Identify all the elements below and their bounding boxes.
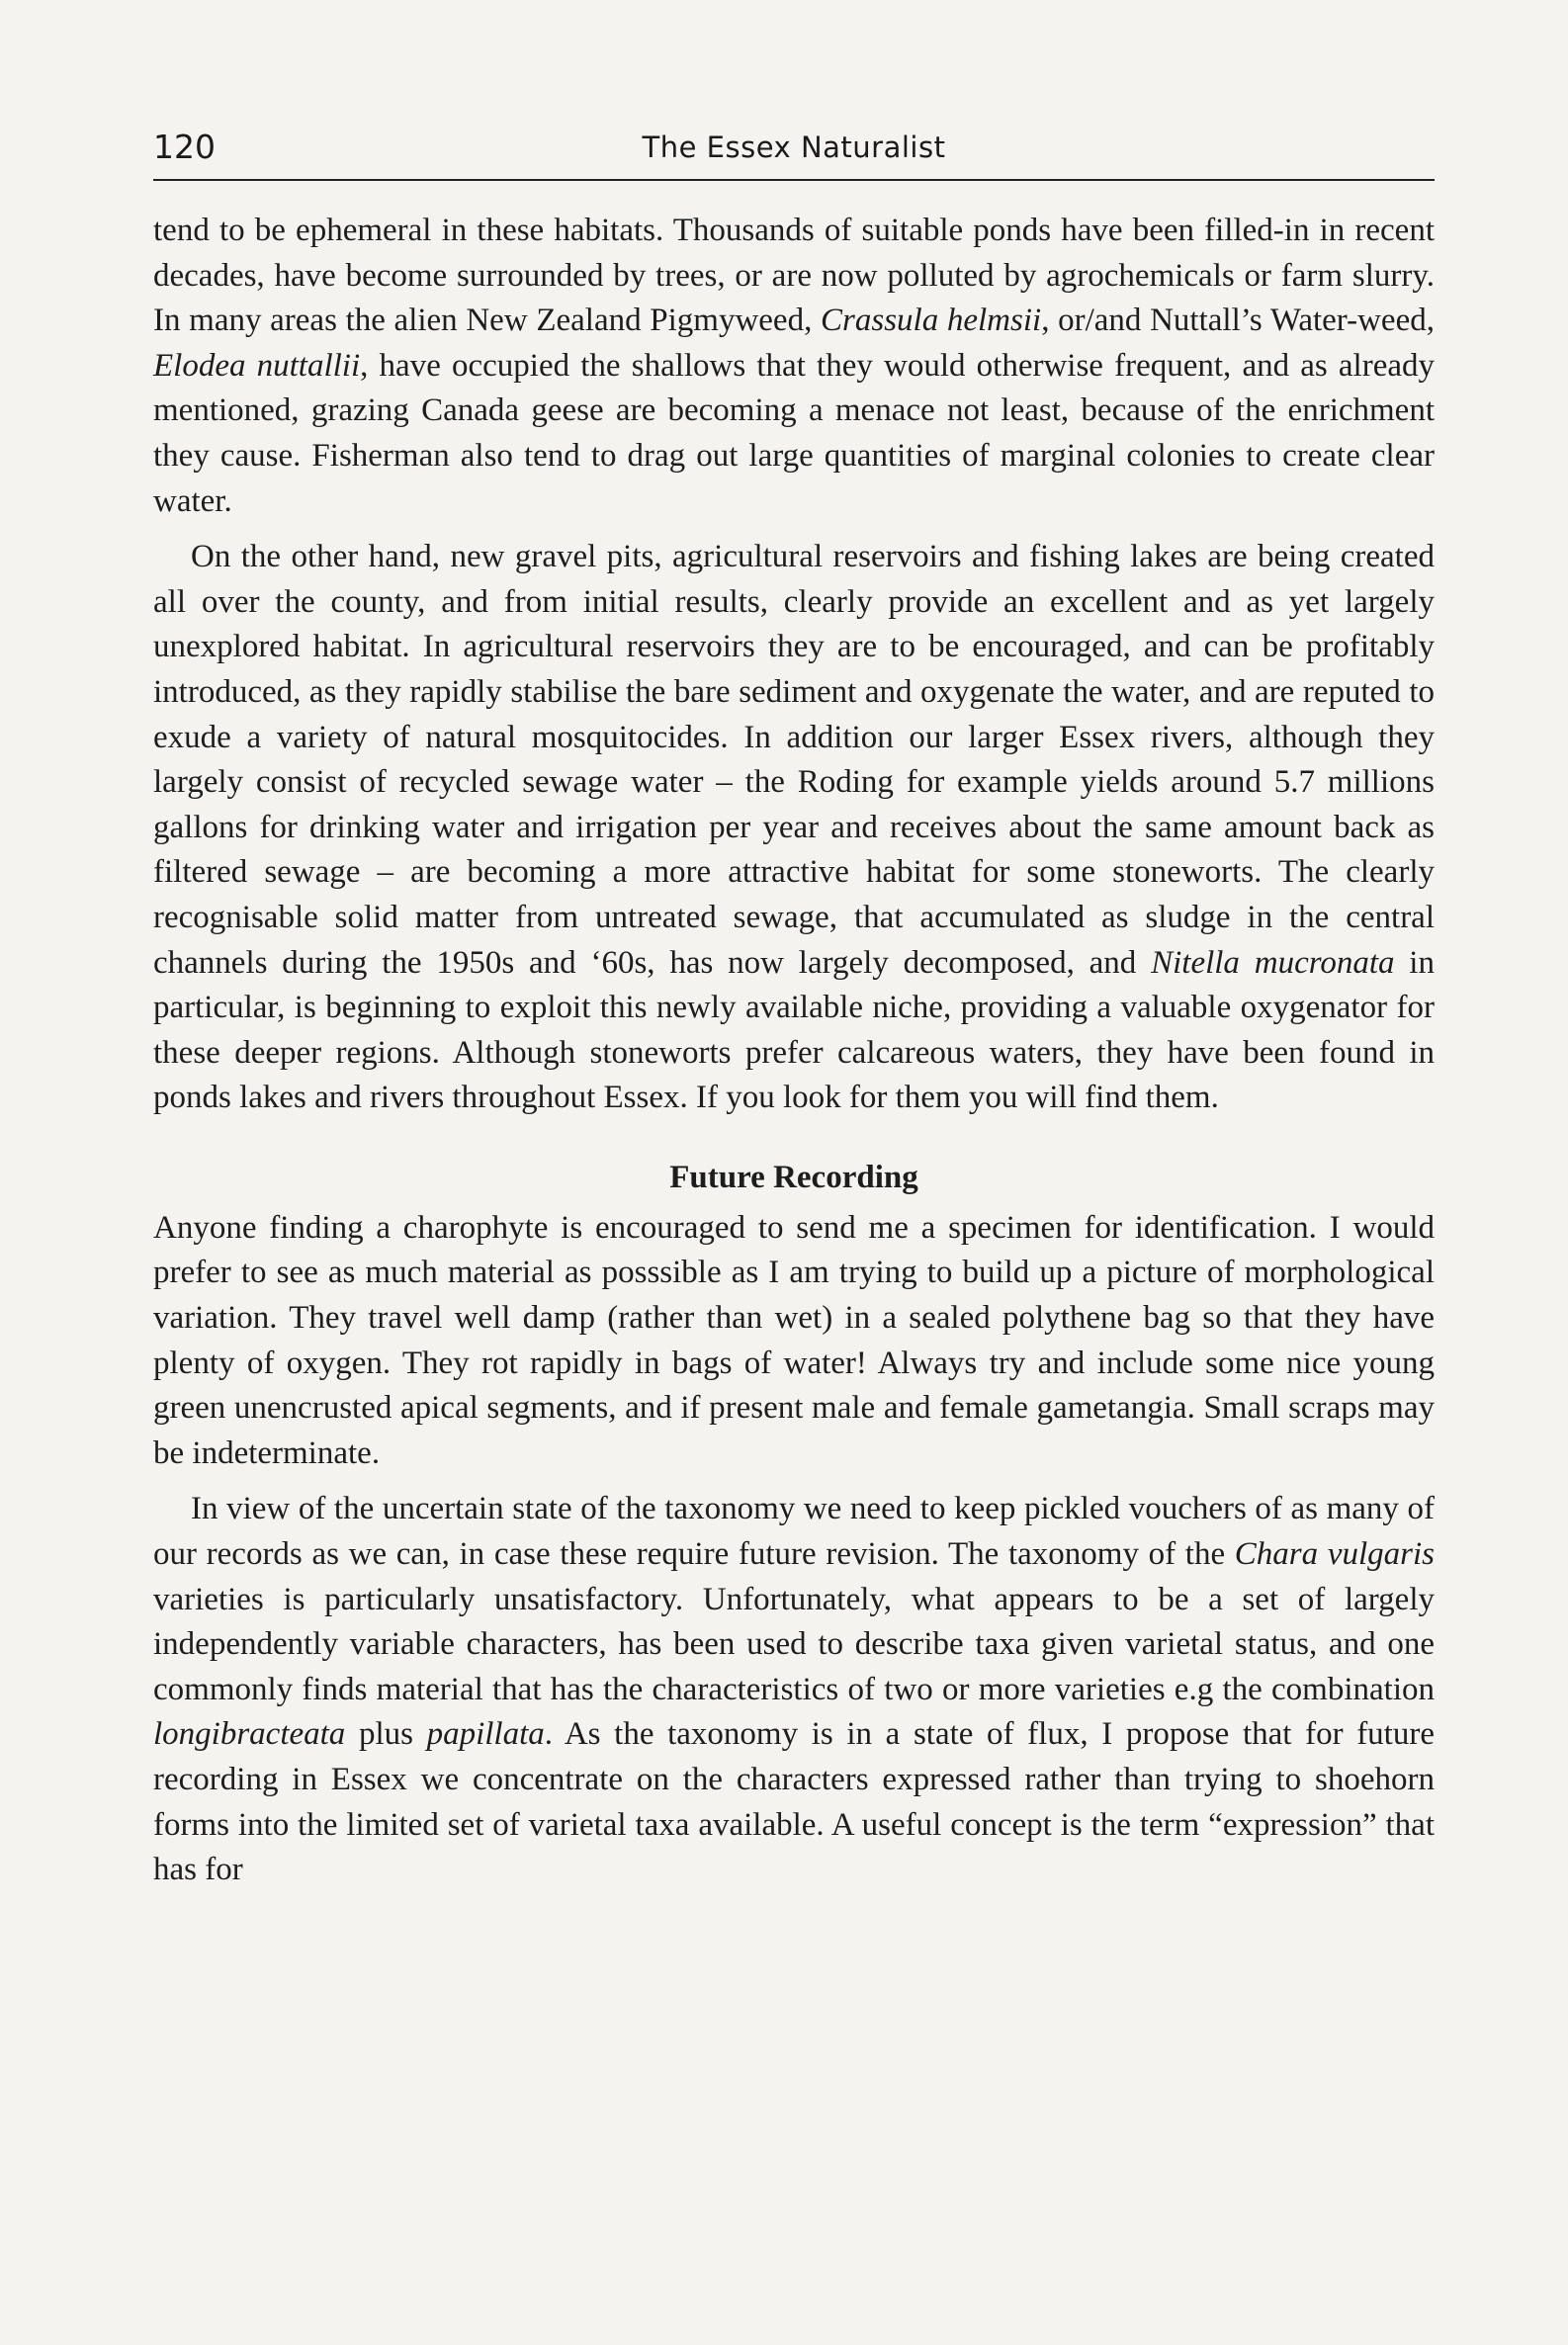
paragraph-2 [153, 535, 1435, 1121]
paragraph-1-text-1: tend to be ephemeral in these habitats. Thousands of suitable ponds have been filled-in in recent decades, have become surrounded by trees, or are now polluted by agrochemicals or farm slurry. In many areas the alien New Zealand Pigmyweed, [153, 213, 1435, 339]
species-name-crassula: Crassula helmsii [821, 303, 1042, 339]
paragraph-3 [153, 1206, 1435, 1477]
paragraph-4 [153, 1487, 1435, 1892]
variety-name-longibracteata: longibracteata [153, 1716, 346, 1753]
paragraph-1-text-2: , or/and Nuttall’s Water-weed, [1041, 303, 1435, 339]
article-body [153, 209, 1435, 1893]
paragraph-4-text-4: . As the taxonomy is in a state of flux, I propose that for future recording in Essex we concentrate on the characters expressed rather than trying to shoehorn forms into the limited set of varietal taxa available. A useful concept is the term “expression” that has for [153, 1716, 1435, 1888]
variety-name-papillata: papillata [426, 1716, 545, 1753]
species-name-elodea: Elodea nuttallii [153, 347, 361, 384]
page-number: 120 [153, 128, 216, 166]
paragraph-4-text-2: varieties is particularly unsatisfactory. Unfortunately, what appears to be a set of largely independently variable characters, has been used to describe taxa given varietal status, and one commonly finds material that has the characteristics of two or more varieties e.g the combination [153, 1581, 1435, 1707]
paragraph-1 [153, 209, 1435, 524]
paragraph-2-text-2: in particular, is beginning to exploit this newly available niche, providing a valuable oxygenator for these deeper regions. Although stoneworts prefer calcareous waters, they have been found in ponds lakes and rivers throughout Essex. If you look for them you will find them. [153, 944, 1435, 1116]
paragraph-4-text-3: plus [345, 1716, 427, 1753]
species-name-nitella: Nitella mucronata [1151, 944, 1395, 981]
paragraph-3-text-1: Anyone finding a charophyte is encouraged to send me a specimen for identification. I would prefer to see as much material as posssible as I am trying to build up a picture of morphological variation. They travel well damp (rather than wet) in a sealed polythene bag so that they have plenty of oxygen. They rot rapidly in bags of water! Always try and include some nice young green unencrusted apical segments, and if present male and female gametangia. Small scraps may be indeterminate. [153, 1209, 1435, 1471]
document-page [153, 124, 1435, 1904]
section-heading: Future Recording [669, 1159, 918, 1195]
paragraph-1-text-3: , have occupied the shallows that they would otherwise frequent, and as already mentioned, grazing Canada geese are becoming a menace not least, because of the enrichment they cause. Fisherman also tend to drag out large quantities of marginal colonies to create clear water. [153, 347, 1435, 519]
paragraph-2-text-1: On the other hand, new gravel pits, agricultural reservoirs and fishing lakes are being created all over the county, and from initial results, clearly provide an excellent and as yet largely unexplored habitat. In agricultural reservoirs they are to be encouraged, and can be profitably introduced, as they rapidly stabilise the bare sediment and oxygenate the water, and are reputed to exude a variety of natural mosquitocides. In addition our larger Essex rivers, although they largely consist of recycled sewage water – the Roding for example yields around 5.7 millions gallons for drinking water and irrigation per year and receives about the same amount back as filtered sewage – are becoming a more attractive habitat for some stoneworts. The clearly recognisable solid matter from untreated sewage, that accumulated as sludge in the central channels during the 1950s and ‘60s, has now largely decomposed, and [153, 539, 1435, 981]
running-header [153, 124, 1435, 181]
journal-title: The Essex Naturalist [642, 130, 946, 164]
species-name-chara: Chara vulgaris [1234, 1536, 1435, 1573]
paragraph-4-text-1: In view of the uncertain state of the taxonomy we need to keep pickled vouchers of as many of our records as we can, in case these require future revision. The taxonomy of the [153, 1491, 1435, 1573]
